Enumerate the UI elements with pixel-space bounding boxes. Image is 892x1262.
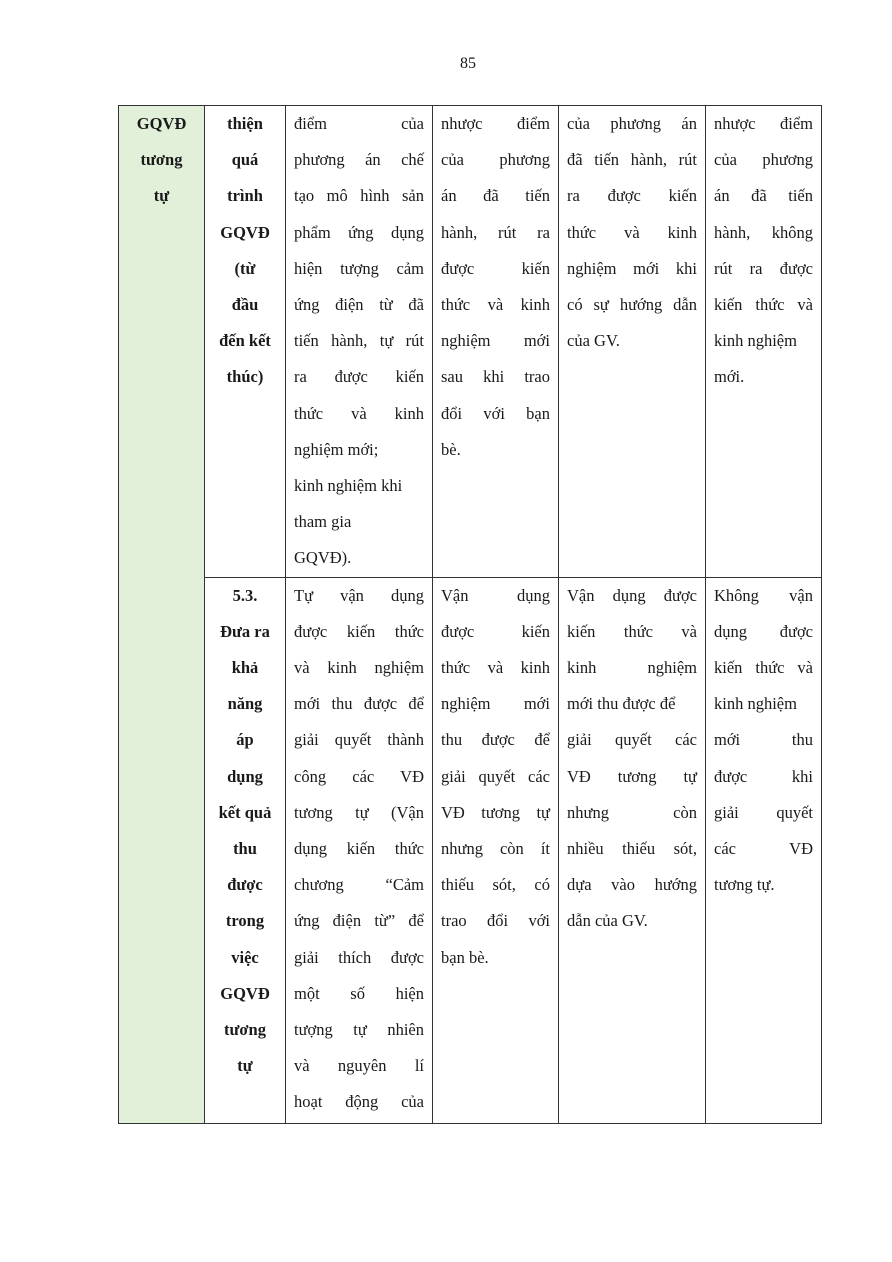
- cell-line: nghiệm mới: [441, 694, 550, 714]
- cell-line: rút ra được: [714, 258, 813, 278]
- level-3-cell: [559, 577, 706, 1123]
- cell-line: trong: [225, 911, 265, 931]
- cell-line: giải quyết các: [567, 730, 697, 750]
- cell-line: nghiệm mới;: [294, 439, 379, 459]
- cell-line: tự: [237, 1056, 253, 1076]
- cell-line: giải quyết thành: [294, 730, 424, 750]
- cell-line: nhược điểm: [714, 114, 813, 133]
- cell-line: trao đổi với: [441, 911, 550, 931]
- cell-line: đổi với bạn: [441, 403, 550, 423]
- cell-line: thức và kinh: [294, 403, 424, 423]
- cell-line: kinh nghiệm: [567, 658, 697, 678]
- skill-group-cell: [119, 106, 205, 1124]
- cell-line: đầu: [231, 295, 259, 315]
- cell-line: bè.: [441, 439, 461, 459]
- cell-line: của GV.: [567, 331, 620, 351]
- cell-line: VĐ tương tự: [441, 802, 550, 822]
- cell-line: Đưa ra: [220, 621, 270, 641]
- cell-line: GQVĐ).: [294, 548, 352, 568]
- cell-line: (từ: [234, 258, 256, 278]
- cell-line: kết quả: [218, 802, 272, 822]
- cell-line: thức và kinh: [441, 658, 550, 678]
- cell-line: mới thu được để: [294, 694, 424, 714]
- cell-line: nghiệm mới khi: [567, 258, 697, 278]
- criterion-cell: [205, 106, 286, 578]
- cell-line: đến kết: [219, 331, 271, 351]
- level-4-cell: [706, 106, 822, 578]
- cell-line: tượng tự nhiên: [294, 1020, 424, 1040]
- cell-line: GQVĐ: [220, 222, 270, 242]
- cell-line: kiến thức và: [567, 621, 697, 641]
- cell-line: kinh nghiệm: [714, 331, 797, 351]
- cell-line: nhược điểm: [441, 114, 550, 133]
- page-number: 85: [460, 55, 476, 72]
- cell-line: nhưng còn: [567, 802, 697, 822]
- cell-line: kiến thức và: [714, 295, 813, 315]
- level-1-cell: [286, 577, 433, 1123]
- cell-line: dụng: [227, 766, 263, 786]
- cell-line: kinh nghiệm: [714, 694, 797, 714]
- cell-line: thức và kinh: [567, 222, 697, 242]
- cell-line: phẩm ứng dụng: [294, 222, 424, 242]
- cell-line: việc: [231, 947, 259, 967]
- cell-line: của phương: [714, 150, 813, 170]
- cell-line: quá: [231, 150, 259, 170]
- cell-line: tương tự.: [714, 875, 775, 895]
- cell-line: thiện: [227, 114, 263, 133]
- cell-line: giải quyết các: [441, 766, 550, 786]
- cell-line: dẫn của GV.: [567, 911, 648, 931]
- cell-line: phương án chế: [294, 150, 424, 170]
- cell-line: thu: [233, 839, 257, 859]
- cell-line: kiến thức và: [714, 658, 813, 678]
- cell-line: hành, rút ra: [441, 222, 550, 242]
- cell-line: hoạt động của: [294, 1092, 424, 1112]
- cell-line: hiện tượng cảm: [294, 258, 424, 278]
- cell-line: nghiệm mới: [441, 331, 550, 351]
- cell-line: tiến hành, tự rút: [294, 331, 424, 351]
- cell-line: tương tự (Vận: [294, 802, 424, 822]
- cell-line: Không vận: [714, 585, 813, 605]
- cell-line: kinh nghiệm khi: [294, 476, 403, 496]
- cell-line: chương “Cảm: [294, 875, 424, 895]
- criterion-cell: [205, 577, 286, 1123]
- cell-line: được kiến: [441, 621, 550, 641]
- cell-line: hành, không: [714, 222, 813, 242]
- cell-line: dụng kiến thức: [294, 839, 424, 859]
- cell-line: điểm của: [294, 114, 424, 133]
- cell-line: tương: [140, 150, 183, 170]
- cell-line: sau khi trao: [441, 367, 550, 387]
- cell-line: bạn bè.: [441, 947, 489, 967]
- level-1-cell: [286, 106, 433, 578]
- cell-line: năng: [227, 694, 263, 714]
- cell-line: được kiến thức: [294, 621, 424, 641]
- cell-line: dụng được: [714, 621, 813, 641]
- cell-line: ra được kiến: [294, 367, 424, 387]
- cell-line: đã tiến hành, rút: [567, 150, 697, 170]
- cell-line: của phương: [441, 150, 550, 170]
- cell-line: Vận dụng được: [567, 585, 697, 605]
- cell-line: trình: [227, 186, 263, 206]
- level-3-cell: [559, 106, 706, 578]
- cell-line: dựa vào hướng: [567, 875, 697, 895]
- level-4-cell: [706, 577, 822, 1123]
- cell-line: mới.: [714, 367, 745, 387]
- cell-line: án đã tiến: [441, 186, 550, 206]
- cell-line: được kiến: [441, 258, 550, 278]
- cell-line: ứng điện từ đã: [294, 295, 424, 315]
- cell-line: của phương án: [567, 114, 697, 133]
- cell-line: được khi: [714, 766, 813, 786]
- cell-line: các VĐ: [714, 839, 813, 859]
- cell-line: một số hiện: [294, 983, 424, 1003]
- cell-line: thiếu sót, có: [441, 875, 550, 895]
- cell-line: thu được để: [441, 730, 550, 750]
- cell-line: VĐ tương tự: [567, 766, 697, 786]
- cell-line: GQVĐ: [220, 983, 270, 1003]
- level-2-cell: [433, 577, 559, 1123]
- cell-line: ra được kiến: [567, 186, 697, 206]
- cell-line: mới thu: [714, 730, 813, 750]
- table-row: [119, 106, 822, 578]
- cell-line: áp: [236, 730, 254, 750]
- cell-line: thúc): [226, 367, 264, 387]
- cell-line: GQVĐ: [136, 114, 187, 133]
- cell-line: và kinh nghiệm: [294, 658, 424, 678]
- cell-line: Tự vận dụng: [294, 585, 424, 605]
- cell-line: ứng điện từ” để: [294, 911, 424, 931]
- level-2-cell: [433, 106, 559, 578]
- cell-line: công các VĐ: [294, 766, 424, 786]
- cell-line: tham gia: [294, 512, 352, 532]
- cell-line: tương: [224, 1020, 266, 1040]
- cell-line: án đã tiến: [714, 186, 813, 206]
- cell-line: khả: [231, 658, 259, 678]
- assessment-rubric-table: [118, 105, 822, 1124]
- cell-line: giải quyết: [714, 802, 813, 822]
- cell-line: nhiều thiếu sót,: [567, 839, 697, 859]
- cell-line: giải thích được: [294, 947, 424, 967]
- table-row: [119, 577, 822, 1123]
- cell-line: mới thu được để: [567, 694, 676, 714]
- cell-line: có sự hướng dẫn: [567, 295, 697, 315]
- cell-line: 5.3.: [232, 585, 258, 605]
- cell-line: thức và kinh: [441, 295, 550, 315]
- cell-line: tự: [153, 186, 170, 206]
- cell-line: Vận dụng: [441, 585, 550, 605]
- cell-line: tạo mô hình sản: [294, 186, 424, 206]
- cell-line: và nguyên lí: [294, 1056, 424, 1076]
- cell-line: nhưng còn ít: [441, 839, 550, 859]
- cell-line: được: [227, 875, 263, 895]
